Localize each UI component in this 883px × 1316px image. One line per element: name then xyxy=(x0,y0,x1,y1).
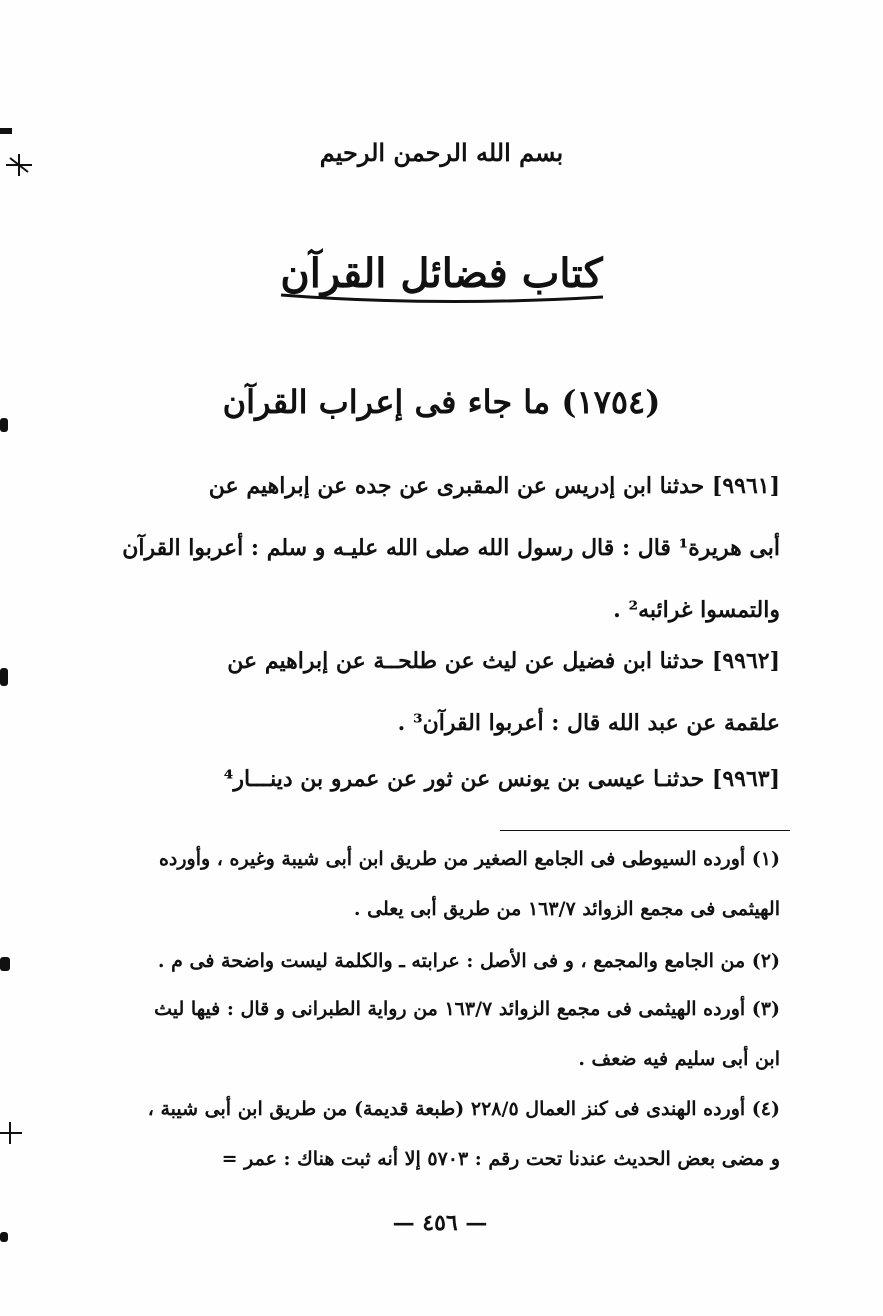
page-number: — ٤٥٦ — xyxy=(392,1210,488,1236)
hadith-text: حدثنا ابن فضيل عن ليث عن طلحــة عن إبراهيم عن xyxy=(227,648,705,674)
footnote-line: ابن أبى سليم فيه ضعف . xyxy=(578,1048,780,1070)
hadith-entry xyxy=(108,455,780,641)
hadith-line xyxy=(108,455,780,517)
hadith-number: [٩٩٦١] xyxy=(711,473,780,499)
footnote-line: (٢) من الجامع والمجمع ، و فى الأصل : عرابته ـ والكلمة ليست واضحة فى م . xyxy=(157,950,780,972)
chapter-title: (١٧٥٤) ما جاء فى إعراب القرآن xyxy=(222,383,661,421)
hadith-line xyxy=(108,748,780,810)
margin-star-icon xyxy=(0,1120,24,1146)
hadith-line: علقمة عن عبد الله قال : أعربوا القرآن³ . xyxy=(397,710,780,736)
footnote-line: (٤) أورده الهندى فى كنز العمال ٢٢٨/٥ (طبعة قديمة) من طريق ابن أبى شيبة ، xyxy=(147,1098,780,1120)
hadith-entry xyxy=(108,748,780,810)
hadith-text: حدثنا ابن إدريس عن المقبرى عن جده عن إبراهيم عن xyxy=(208,473,705,499)
hadith-entry xyxy=(108,630,780,754)
basmala-heading: بسم الله الرحمن الرحيم xyxy=(319,138,564,167)
margin-mark xyxy=(0,418,8,432)
margin-mark xyxy=(0,668,8,686)
margin-mark xyxy=(0,128,12,134)
margin-mark xyxy=(0,1232,8,1242)
margin-star-icon xyxy=(4,150,34,180)
footnote-line: الهيثمى فى مجمع الزوائد ١٦٣/٧ من طريق أبى يعلى . xyxy=(353,898,780,920)
hadith-number: [٩٩٦٢] xyxy=(711,648,780,674)
footnote-line: (٣) أورده الهيثمى فى مجمع الزوائد ١٦٣/٧ من رواية الطبرانى و قال : فيها ليث xyxy=(154,998,780,1020)
footnote-divider xyxy=(500,830,790,831)
margin-mark xyxy=(0,957,10,971)
book-title-text: كتاب فضائل القرآن xyxy=(280,250,603,297)
hadith-line: أبى هريرة¹ قال : قال رسول الله صلى الله عليـه و سلم : أعربوا القرآن xyxy=(122,535,780,561)
footnote-line: و مضى بعض الحديث عندنا تحت رقم : ٥٧٠٣ إلا أنه ثبت هناك : عمر = xyxy=(221,1148,780,1170)
book-title xyxy=(150,250,733,305)
hadith-number: [٩٩٦٣] xyxy=(711,766,780,792)
hadith-line: والتمسوا غرائبه² . xyxy=(613,597,780,623)
hadith-line xyxy=(108,630,780,692)
hadith-text: حدثنـا عيسى بن يونس عن ثور عن عمرو بن دينـــار⁴ xyxy=(223,766,705,792)
footnote-line: (١) أورده السيوطى فى الجامع الصغير من طريق ابن أبى شيبة وغيره ، وأورده xyxy=(158,848,780,870)
